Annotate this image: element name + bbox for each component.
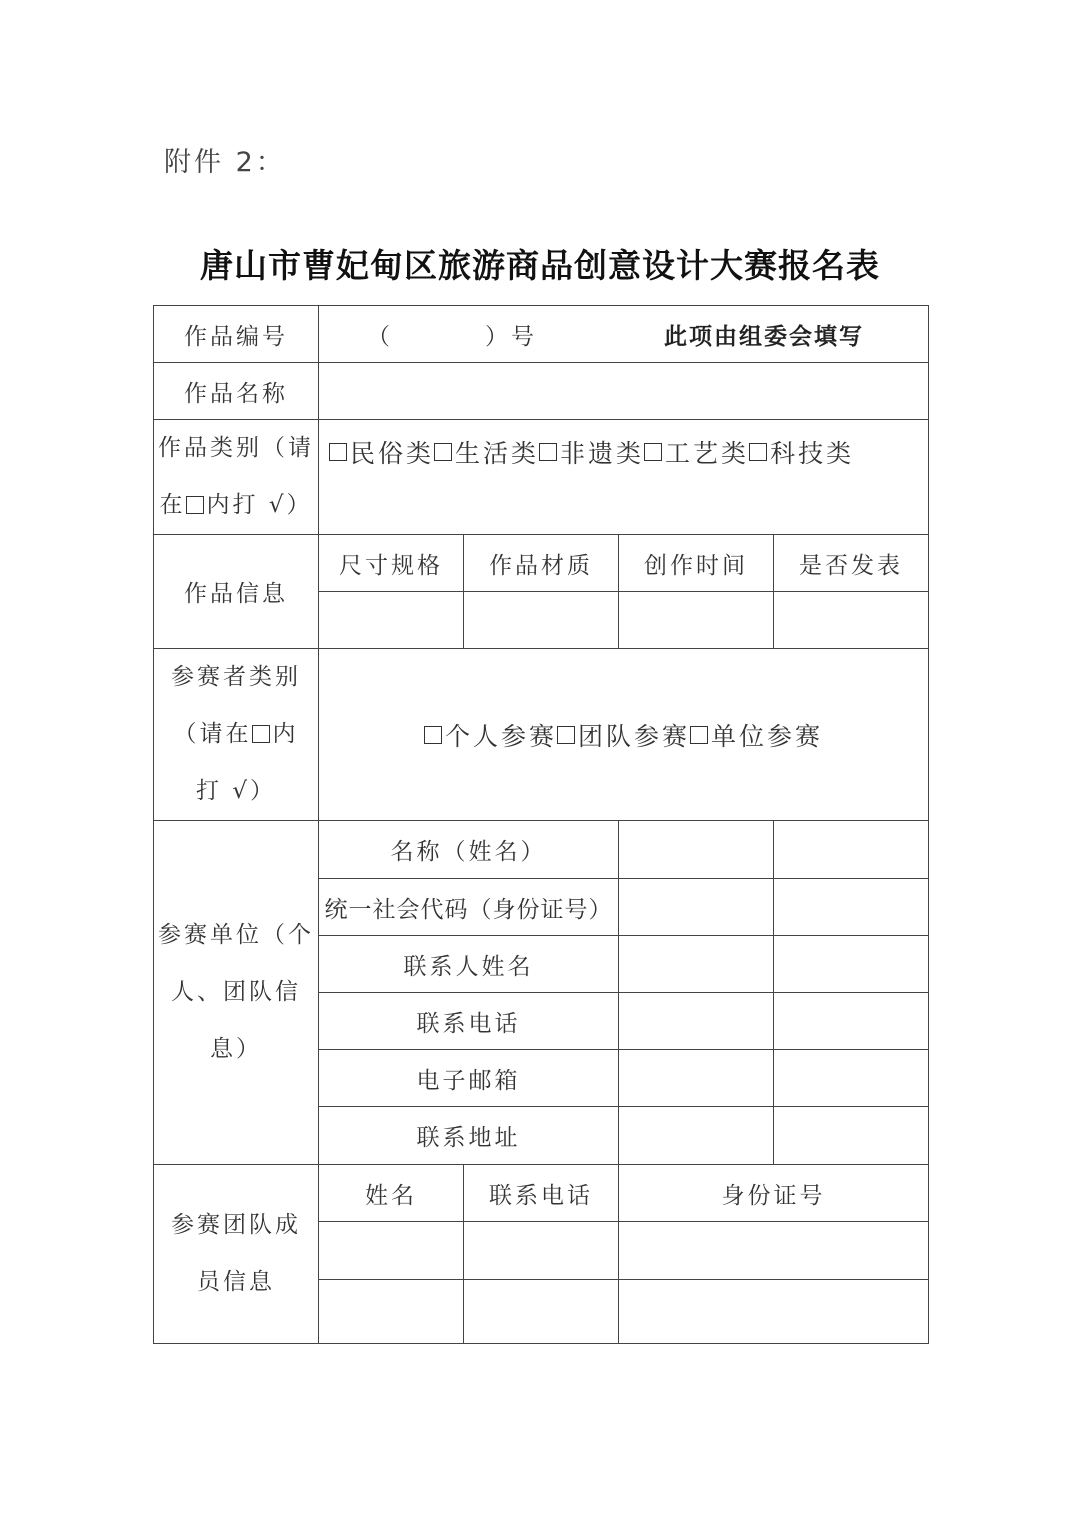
work-name-label: 作品名称 — [154, 363, 319, 420]
participant-type-label — [154, 649, 319, 821]
checkbox-icon[interactable] — [557, 726, 575, 744]
row-work-info-header — [154, 535, 929, 592]
team-members-label-line1: 参赛团队成 — [171, 1212, 301, 1238]
category-option-craft[interactable] — [644, 434, 749, 470]
work-category-label — [154, 420, 319, 535]
work-info-material-input[interactable] — [464, 592, 619, 649]
entrant-contact-input-2[interactable] — [774, 936, 929, 993]
participant-type-label-line3: 打 √） — [196, 778, 276, 804]
entrant-address-input[interactable] — [619, 1107, 774, 1165]
checkbox-icon — [252, 725, 270, 743]
entrant-name-input-2[interactable] — [774, 821, 929, 879]
work-info-size-input[interactable] — [319, 592, 464, 649]
participant-type-label-line2 — [154, 706, 318, 763]
row-entrant-name — [154, 821, 929, 879]
category-option-label: 生活类 — [455, 439, 540, 468]
work-name-input[interactable] — [319, 363, 929, 420]
entrant-contact-input[interactable] — [619, 936, 774, 993]
checkbox-icon — [186, 496, 204, 514]
category-option-heritage[interactable] — [539, 434, 644, 470]
work-number-paren-group — [367, 318, 537, 351]
entrant-email-input[interactable] — [619, 1050, 774, 1107]
entrant-field-social-code: 统一社会代码（身份证号） — [319, 879, 619, 936]
work-category-label-line1: 作品类别（请 — [158, 435, 314, 461]
participant-option-organization[interactable] — [690, 717, 823, 753]
entrant-code-input[interactable] — [619, 879, 774, 936]
participant-option-individual[interactable] — [424, 717, 557, 753]
participant-type-label-prefix: （请在 — [173, 721, 252, 747]
entrant-unit-label-line3: 息） — [210, 1036, 262, 1062]
row-work-name — [154, 363, 929, 420]
row-team-header — [154, 1165, 929, 1222]
entrant-field-contact-name: 联系人姓名 — [319, 936, 619, 993]
checkbox-icon[interactable] — [434, 443, 452, 461]
checkbox-icon[interactable] — [539, 443, 557, 461]
team-col-phone: 联系电话 — [464, 1165, 619, 1222]
team-member-2-name-input[interactable] — [319, 1280, 464, 1344]
team-member-1-name-input[interactable] — [319, 1222, 464, 1280]
checkbox-icon[interactable] — [690, 726, 708, 744]
participant-option-team[interactable] — [557, 717, 690, 753]
category-option-folk[interactable] — [329, 434, 434, 470]
participant-type-label-suffix: 内 — [272, 721, 299, 747]
entrant-unit-label-line2: 人、团队信 — [171, 979, 301, 1005]
category-option-label: 民俗类 — [350, 439, 435, 468]
work-info-published-input[interactable] — [774, 592, 929, 649]
category-option-label: 非遗类 — [560, 439, 645, 468]
page-title: 唐山市曹妃甸区旅游商品创意设计大赛报名表 — [200, 246, 880, 285]
participant-type-label-line1: 参赛者类别 — [171, 664, 301, 690]
entrant-unit-label — [154, 821, 319, 1165]
entrant-phone-input[interactable] — [619, 993, 774, 1050]
checkbox-icon[interactable] — [644, 443, 662, 461]
participant-option-label: 单位参赛 — [711, 721, 824, 751]
work-number-open-paren: （ — [367, 323, 393, 350]
row-participant-type — [154, 649, 929, 821]
row-work-number — [154, 306, 929, 363]
entrant-field-phone: 联系电话 — [319, 993, 619, 1050]
work-number-field[interactable] — [319, 306, 929, 363]
work-info-col-published: 是否发表 — [774, 535, 929, 592]
participant-option-label: 个人参赛 — [444, 721, 557, 751]
work-category-label-prefix: 在 — [159, 492, 186, 518]
work-info-col-size: 尺寸规格 — [319, 535, 464, 592]
work-category-label-line2 — [154, 477, 318, 534]
work-info-created-time-input[interactable] — [619, 592, 774, 649]
category-option-tech[interactable] — [749, 434, 854, 470]
work-number-close-paren: ）号 — [485, 323, 537, 350]
entrant-unit-label-line1: 参赛单位（个 — [158, 922, 314, 948]
work-category-options — [319, 420, 929, 535]
entrant-field-address: 联系地址 — [319, 1107, 619, 1165]
team-members-label-line2: 员信息 — [197, 1269, 275, 1295]
entrant-code-input-2[interactable] — [774, 879, 929, 936]
organizer-fill-note: 此项由组委会填写 — [664, 323, 864, 350]
team-col-name: 姓名 — [319, 1165, 464, 1222]
checkbox-icon[interactable] — [424, 726, 442, 744]
participant-option-label: 团队参赛 — [577, 721, 690, 751]
team-member-2-phone-input[interactable] — [464, 1280, 619, 1344]
entrant-phone-input-2[interactable] — [774, 993, 929, 1050]
team-col-id-number: 身份证号 — [619, 1165, 929, 1222]
work-info-label: 作品信息 — [154, 535, 319, 649]
registration-form-table — [153, 305, 929, 1344]
team-member-1-id-input[interactable] — [619, 1222, 929, 1280]
team-member-2-id-input[interactable] — [619, 1280, 929, 1344]
team-member-1-phone-input[interactable] — [464, 1222, 619, 1280]
checkbox-icon[interactable] — [329, 443, 347, 461]
team-members-label — [154, 1165, 319, 1344]
entrant-field-email: 电子邮箱 — [319, 1050, 619, 1107]
category-option-label: 工艺类 — [665, 439, 750, 468]
attachment-label: 附件 2： — [164, 147, 286, 178]
entrant-field-name: 名称（姓名） — [319, 821, 619, 879]
participant-type-options — [319, 649, 929, 821]
entrant-email-input-2[interactable] — [774, 1050, 929, 1107]
entrant-address-input-2[interactable] — [774, 1107, 929, 1165]
work-info-col-created-time: 创作时间 — [619, 535, 774, 592]
category-option-label: 科技类 — [770, 439, 855, 468]
entrant-name-input[interactable] — [619, 821, 774, 879]
work-number-label: 作品编号 — [154, 306, 319, 363]
work-category-label-suffix: 内打 √） — [206, 492, 313, 518]
work-info-col-material: 作品材质 — [464, 535, 619, 592]
category-option-life[interactable] — [434, 434, 539, 470]
checkbox-icon[interactable] — [749, 443, 767, 461]
row-work-category — [154, 420, 929, 535]
